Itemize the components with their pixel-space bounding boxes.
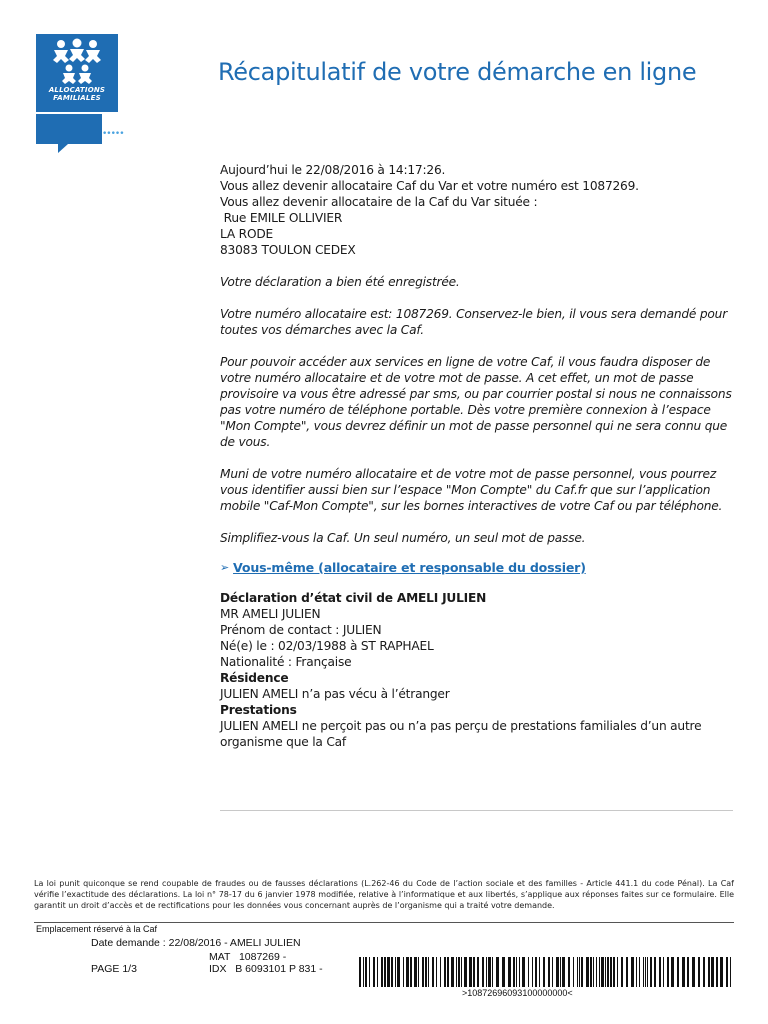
- prestations-heading: Prestations: [220, 703, 297, 717]
- intro-allocataire-number: Vous allez devenir allocataire Caf du Var et votre numéro est 1087269.: [220, 179, 639, 193]
- identification-info-text: Muni de votre numéro allocataire et de votre mot de passe personnel, vous pourrez vous identifier aussi bien sur l’espace "Mon Compte" du Caf.fr que sur l’application mobile "Caf-Mon Compte", sur les bornes interactives de votre Caf ou par téléphone.: [220, 467, 723, 513]
- logo-org-line2: FAMILIALES: [53, 94, 101, 102]
- caf-logo: [36, 34, 124, 219]
- confirmation-text: Votre déclaration a bien été enregistrée.: [220, 275, 460, 289]
- residence-text: JULIEN AMELI n’a pas vécu à l’étranger: [220, 687, 450, 701]
- footer-page: PAGE 1/3: [91, 963, 137, 975]
- document-body: [220, 162, 734, 750]
- logo-speech-tail: [58, 144, 68, 153]
- legal-notice: La loi punit quiconque se rend coupable de fraudes ou de fausses déclarations (L.262-46 du Code de l’action sociale et des familles - Article 441.1 du code Pénal). La Caf vérifie l’exactitude des déclarations. La loi n° 78-17 du 6 janvier 1978 modifiée, relative à l’informatique et aux libertés, s’applique aux réponses faites sur ce formulaire. Elle garantit un droit d’accès et de rectifications pour les données vous concernant auprès de l’organisme qui a traité votre demande.: [34, 879, 734, 910]
- section-heading-label: Vous-même (allocataire et responsable du dossier): [233, 560, 586, 575]
- address-city: 83083 TOULON CEDEX: [220, 243, 356, 257]
- logo-org-line1: ALLOCATIONS: [48, 86, 106, 94]
- allocataire-number-text: Votre numéro allocataire est: 1087269. Conservez-le bien, il vous sera demandé pour toutes vos démarches avec la Caf.: [220, 307, 728, 337]
- etat-civil-nationality: Nationalité : Française: [220, 655, 352, 669]
- logo-org-name: [36, 86, 118, 102]
- reserved-area-label: Emplacement réservé à la Caf: [36, 924, 158, 934]
- intro-caf-location: Vous allez devenir allocataire de la Caf du Var située :: [220, 195, 538, 209]
- prestations-text: JULIEN AMELI ne perçoit pas ou n’a pas perçu de prestations familiales d’un autre organisme que la Caf: [220, 719, 702, 749]
- barcode: [359, 957, 731, 987]
- intro-date: Aujourd’hui le 22/08/2016 à 14:17:26.: [220, 163, 446, 177]
- etat-civil-contact: Prénom de contact : JULIEN: [220, 623, 382, 637]
- logo-brand-text: caf·fr: [40, 195, 92, 219]
- logo-dots-icon: •••••: [102, 129, 124, 139]
- family-silhouettes-icon: [49, 38, 105, 86]
- footer-mat: MAT 1087269 -: [209, 951, 287, 963]
- arrow-icon: ➢: [220, 561, 230, 574]
- etat-civil-heading: Déclaration d’état civil de AMELI JULIEN: [220, 591, 487, 605]
- logo-brand-block: [36, 114, 102, 219]
- address-district: LA RODE: [220, 227, 274, 241]
- barcode-number: >10872696093100000000<: [462, 988, 573, 998]
- etat-civil-birth: Né(e) le : 02/03/1988 à ST RAPHAEL: [220, 639, 434, 653]
- footer-divider: [34, 922, 734, 923]
- logo-blue-block: [36, 34, 118, 112]
- etat-civil-name: MR AMELI JULIEN: [220, 607, 321, 621]
- slogan-text: Simplifiez-vous la Caf. Un seul numéro, un seul mot de passe.: [220, 531, 586, 545]
- password-info-text: Pour pouvoir accéder aux services en ligne de votre Caf, il vous faudra disposer de votre numéro allocataire et de votre mot de passe. A cet effet, un mot de passe provisoire va vous être adressé par sms, ou par courrier postal si nous ne connaissons pas votre numéro de téléphone portable. Dès votre première connexion à l’espace "Mon Compte", vous devrez définir un mot de passe personnel qui ne sera connu que de vous.: [220, 355, 732, 449]
- footer-date-demande: Date demande : 22/08/2016 - AMELI JULIEN: [91, 937, 301, 949]
- residence-heading: Résidence: [220, 671, 289, 685]
- section-heading-vous-meme: [220, 560, 734, 576]
- address-street: Rue EMILE OLLIVIER: [220, 211, 343, 225]
- content-divider: [220, 810, 733, 811]
- footer-idx: IDX B 6093101 P 831 -: [209, 963, 323, 975]
- page-title: Récapitulatif de votre démarche en ligne: [218, 58, 697, 86]
